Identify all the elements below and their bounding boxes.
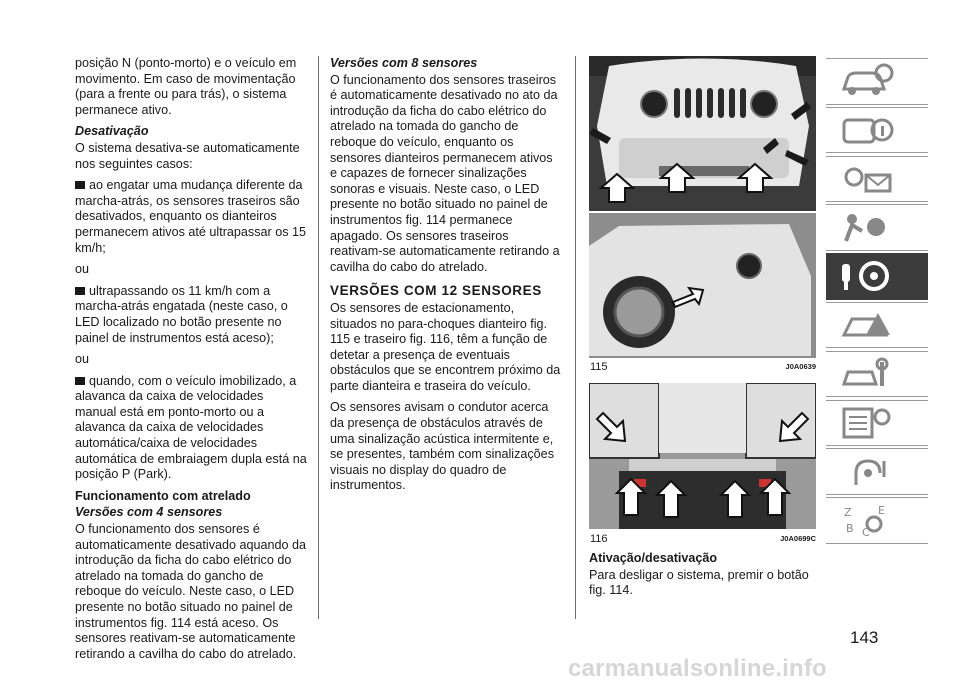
figure-number: 115 xyxy=(590,361,608,373)
heading-desativacao: Desativação xyxy=(75,124,149,139)
svg-text:B: B xyxy=(846,522,854,536)
figure-116-image xyxy=(589,383,816,529)
paragraph: Para desligar o sistema, premir o botão fig. 114. xyxy=(589,567,809,598)
figure-code: J0A0699C xyxy=(780,534,816,543)
bullet-item xyxy=(75,374,307,483)
text-column-2 xyxy=(330,56,562,500)
tab-car-settings[interactable] xyxy=(826,107,928,154)
bullet-icon xyxy=(75,287,85,295)
tab-maintenance[interactable] xyxy=(826,351,928,398)
warning-lights-icon xyxy=(838,161,898,197)
paragraph: Os sensores de estacionamento, situados no para-choques dianteiro fig. 115 e traseiro fig. 116, têm a função de detetar a presença de eventuais obstáculos que se encontrem próximo da parte dianteira e traseira do veículo. xyxy=(330,300,561,393)
bullet-icon xyxy=(75,377,85,385)
page-number: 143 xyxy=(850,628,879,647)
tab-warning-lights[interactable] xyxy=(826,156,928,203)
chapter-tabs xyxy=(826,58,928,546)
car-info-icon xyxy=(838,63,898,99)
specs-icon xyxy=(838,405,898,441)
multimedia-icon xyxy=(838,453,898,489)
ou-text: ou xyxy=(75,262,90,277)
svg-text:C: C xyxy=(862,526,870,539)
tab-specs[interactable] xyxy=(826,400,928,447)
ou-text: ou xyxy=(75,352,90,367)
figure-115-caption xyxy=(590,361,816,373)
bullet-item xyxy=(75,178,307,256)
text-column-1 xyxy=(75,56,307,668)
airbag-safety-icon xyxy=(838,209,898,245)
tab-steering-wheel-key[interactable] xyxy=(826,253,928,300)
figure-115-image xyxy=(589,56,816,358)
tab-car-info[interactable] xyxy=(826,58,928,105)
maintenance-icon xyxy=(838,356,898,392)
paragraph: O funcionamento dos sensores é automaticamente desativado aquando da introdução da ficha do cabo elétrico do atrelado na tomada do gancho de reboque do veículo. Neste caso, o LED presente no botão situado no painel de instrumentos fig. 114 está aceso. Os sensores reativam-se automaticamente retirando a cavilha do cabo do atrelado. xyxy=(75,522,307,661)
car-settings-icon xyxy=(838,112,898,148)
bullet-text: ao engatar uma mudança diferente da marcha-atrás, os sensores traseiros são desativados, enquanto os dianteiros permanecem ativos até ultrapassar os 15 km/h; xyxy=(75,178,307,255)
column-divider xyxy=(575,56,576,619)
text-column-3 xyxy=(589,551,817,605)
bullet-text: ultrapassando os 11 km/h com a marcha-atrás engatada (neste caso, o LED localizado no botão presente no painel de instrumentos está aceso); xyxy=(75,283,288,345)
column-divider xyxy=(318,56,319,619)
heading-ativacao: Ativação/desativação xyxy=(589,551,718,565)
bullet-item xyxy=(75,284,307,346)
heading-8-sensores: Versões com 8 sensores xyxy=(330,56,478,70)
svg-text:E: E xyxy=(878,504,885,518)
steering-wheel-key-icon xyxy=(838,258,898,294)
figure-number: 116 xyxy=(590,533,608,545)
heading-atrelado: Funcionamento com atrelado xyxy=(75,488,251,503)
emergency-icon xyxy=(838,307,898,343)
tab-index[interactable] xyxy=(826,497,928,544)
paragraph: Os sensores avisam o condutor acerca da presença de obstáculos através de uma sinalização acústica intermitente e, se presentes, também com sinalizações visuais no display do quadro de instrumentos. xyxy=(330,400,554,493)
tab-airbag-safety[interactable] xyxy=(826,204,928,251)
paragraph: O sistema desativa-se automaticamente nos seguintes casos: xyxy=(75,140,300,171)
index-icon xyxy=(838,502,898,538)
paragraph: O funcionamento dos sensores traseiros é automaticamente desativado no ato da introdução da ficha do cabo elétrico do atrelado na tomada do gancho de reboque do veículo, enquanto os sensores dianteiros permanecem ativos e capazes de fornecer sinalizações sonoras e visuais. Neste caso, o LED presente no botão situado no painel de instrumentos fig. 114 permanece apagado. Os sensores traseiros reativam-se automaticamente retirando a cavilha do cabo do atrelado. xyxy=(330,72,560,274)
svg-text:Z: Z xyxy=(844,506,852,520)
figure-116-caption xyxy=(590,533,816,545)
figure-code: J0A0639 xyxy=(785,362,816,371)
tab-multimedia[interactable] xyxy=(826,448,928,495)
heading-4-sensores: Versões com 4 sensores xyxy=(75,505,223,520)
bullet-text: quando, com o veículo imobilizado, a alavanca da caixa de velocidades manual está em ponto-morto ou a alavanca da caixa de velocidades automática/caixa de velocidades automática de embraiagem dupla está na posição P (Park). xyxy=(75,373,307,482)
tab-emergency[interactable] xyxy=(826,302,928,349)
paragraph: posição N (ponto-morto) e o veículo em movimento. Em caso de movimentação (para a frente ou para trás), o sistema permanece ativo. xyxy=(75,56,297,117)
heading-12-sensores: VERSÕES COM 12 SENSORES xyxy=(330,283,542,299)
watermark: carmanualsonline.info xyxy=(568,655,827,682)
bullet-icon xyxy=(75,181,85,189)
